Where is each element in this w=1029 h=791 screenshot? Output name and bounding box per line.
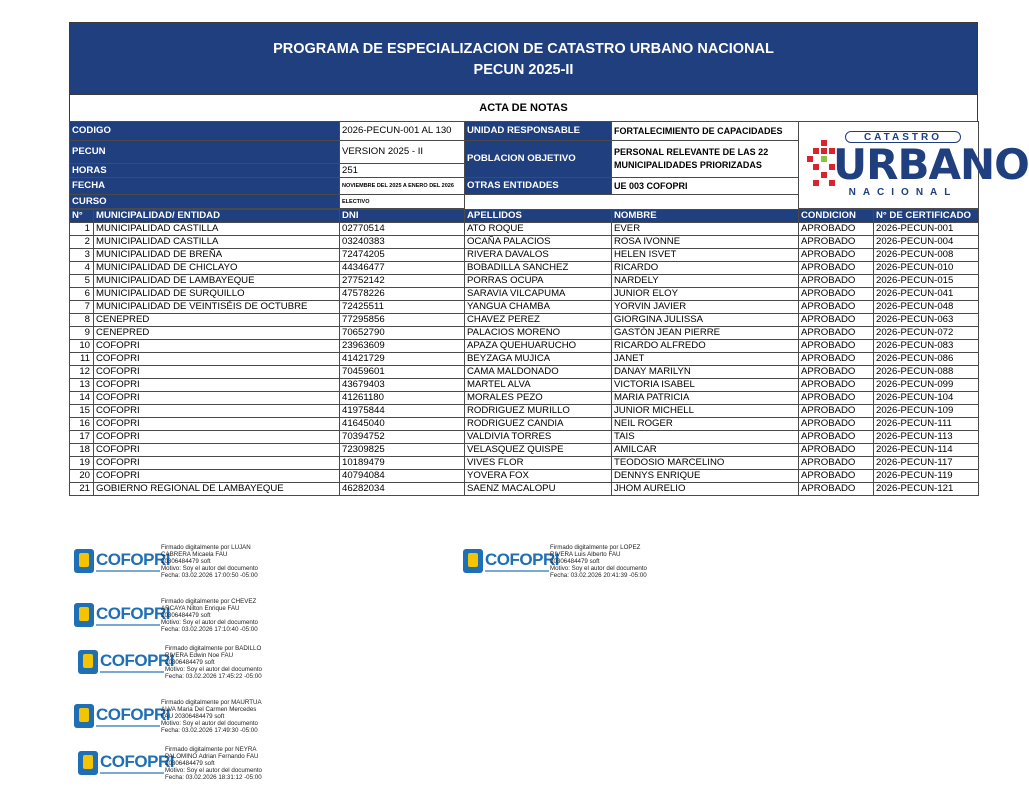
table-row [70, 470, 979, 483]
row-condicion: APROBADO [799, 444, 874, 457]
row-entidad: MUNICIPALIDAD DE SURQUILLO [94, 288, 340, 301]
cofopri-logo-text: COFOPRI [96, 705, 170, 724]
row-certificado: 2026-PECUN-008 [874, 249, 979, 262]
row-nombre: HELEN ISVET [612, 249, 799, 262]
row-dni: 27752142 [340, 275, 465, 288]
row-number: 7 [70, 301, 94, 314]
row-condicion: APROBADO [799, 379, 874, 392]
row-condicion: APROBADO [799, 431, 874, 444]
row-dni: 70394752 [340, 431, 465, 444]
table-row [70, 249, 979, 262]
codigo-value: 2026-PECUN-001 AL 130 [340, 122, 465, 141]
row-condicion: APROBADO [799, 301, 874, 314]
row-dni: 40794084 [340, 470, 465, 483]
row-nombre: RICARDO ALFREDO [612, 340, 799, 353]
cofopri-logo-text: COFOPRI [100, 752, 174, 771]
row-nombre: DENNYS ENRIQUE [612, 470, 799, 483]
table-row [70, 353, 979, 366]
signature-block [74, 599, 294, 639]
row-apellidos: SARAVIA VILCAPUMA [465, 288, 612, 301]
table-body [70, 223, 979, 496]
signature-text: Firmado digitalmente por NEYRA PALOMINO Adrian Fernando FAU 20306484479 soft Motivo: Soy el autor del documento Fecha: 03.02.2026 18:31:12 -05:00 [165, 746, 262, 781]
row-dni: 02770514 [340, 223, 465, 236]
row-apellidos: VIVES FLOR [465, 457, 612, 470]
row-entidad: COFOPRI [94, 366, 340, 379]
row-apellidos: CHAVEZ PEREZ [465, 314, 612, 327]
row-dni: 47578226 [340, 288, 465, 301]
row-entidad: MUNICIPALIDAD DE VEINTISÉIS DE OCTUBRE [94, 301, 340, 314]
row-condicion: APROBADO [799, 223, 874, 236]
table-row [70, 327, 979, 340]
row-certificado: 2026-PECUN-088 [874, 366, 979, 379]
row-number: 5 [70, 275, 94, 288]
cofopri-logo-text: COFOPRI [100, 651, 174, 670]
otras-value: UE 003 COFOPRI [612, 178, 799, 195]
logo-urbano-text: URBANO [833, 140, 1029, 189]
table-row [70, 483, 979, 496]
col-header-condicion: CONDICION [799, 210, 874, 223]
poblacion-value-line-1: PERSONAL RELEVANTE DE LAS 22 [614, 147, 769, 157]
table-row [70, 366, 979, 379]
row-condicion: APROBADO [799, 418, 874, 431]
row-entidad: MUNICIPALIDAD CASTILLA [94, 236, 340, 249]
pecun-value: VERSION 2025 - II [340, 141, 465, 164]
fecha-value: NOVIEMBRE DEL 2025 A ENERO DEL 2026 [340, 178, 465, 195]
col-header-apellidos: APELLIDOS [465, 210, 612, 223]
cofopri-logo-underline [96, 624, 160, 626]
cofopri-emblem-icon [74, 704, 94, 728]
row-certificado: 2026-PECUN-001 [874, 223, 979, 236]
row-dni: 10189479 [340, 457, 465, 470]
poblacion-label: POBLACION OBJETIVO [465, 141, 612, 178]
row-apellidos: PALACIOS MORENO [465, 327, 612, 340]
table-row [70, 301, 979, 314]
row-nombre: EVER [612, 223, 799, 236]
cofopri-logo [463, 549, 559, 577]
row-apellidos: BOBADILLA SANCHEZ [465, 262, 612, 275]
logo-nacional-text: NACIONAL [848, 187, 958, 198]
table-row [70, 236, 979, 249]
row-entidad: COFOPRI [94, 470, 340, 483]
table-row [70, 431, 979, 444]
row-entidad: COFOPRI [94, 353, 340, 366]
signature-block [463, 545, 683, 585]
row-certificado: 2026-PECUN-048 [874, 301, 979, 314]
row-certificado: 2026-PECUN-121 [874, 483, 979, 496]
row-certificado: 2026-PECUN-083 [874, 340, 979, 353]
row-condicion: APROBADO [799, 366, 874, 379]
row-nombre: MARIA PATRICIA [612, 392, 799, 405]
row-entidad: COFOPRI [94, 431, 340, 444]
row-dni: 41975844 [340, 405, 465, 418]
row-nombre: TEODOSIO MARCELINO [612, 457, 799, 470]
cofopri-emblem-icon [463, 549, 483, 573]
row-entidad: GOBIERNO REGIONAL DE LAMBAYEQUE [94, 483, 340, 496]
signature-text: Firmado digitalmente por MAURTUA ALVA Maria Del Carmen Mercedes FAU 20306484479 soft Motivo: Soy el autor del documento Fecha: 03.02.2026 17:49:30 -05:00 [161, 699, 262, 734]
unidad-value: FORTALECIMIENTO DE CAPACIDADES [612, 122, 799, 141]
row-condicion: APROBADO [799, 262, 874, 275]
row-condicion: APROBADO [799, 405, 874, 418]
cofopri-logo [78, 650, 174, 678]
row-dni: 41421729 [340, 353, 465, 366]
table-row [70, 288, 979, 301]
row-dni: 46282034 [340, 483, 465, 496]
row-apellidos: YANGUA CHAMBA [465, 301, 612, 314]
row-number: 13 [70, 379, 94, 392]
cofopri-logo [74, 704, 170, 732]
row-certificado: 2026-PECUN-072 [874, 327, 979, 340]
row-nombre: DANAY MARILYN [612, 366, 799, 379]
cofopri-emblem-icon [74, 549, 94, 573]
row-apellidos: ATO ROQUE [465, 223, 612, 236]
row-entidad: COFOPRI [94, 444, 340, 457]
row-apellidos: VALDIVIA TORRES [465, 431, 612, 444]
table-row [70, 275, 979, 288]
program-subtitle: PECUN 2025-II [473, 62, 574, 78]
acta-heading: ACTA DE NOTAS [69, 95, 978, 121]
row-apellidos: YOVERA FOX [465, 470, 612, 483]
cofopri-logo-text: COFOPRI [96, 550, 170, 569]
row-number: 15 [70, 405, 94, 418]
row-condicion: APROBADO [799, 288, 874, 301]
row-entidad: COFOPRI [94, 379, 340, 392]
row-certificado: 2026-PECUN-041 [874, 288, 979, 301]
signature-block [74, 545, 294, 585]
row-dni: 44346477 [340, 262, 465, 275]
row-certificado: 2026-PECUN-063 [874, 314, 979, 327]
cofopri-emblem-icon [78, 650, 98, 674]
col-header-entidad: MUNICIPALIDAD/ ENTIDAD [94, 210, 340, 223]
col-header-nombre: NOMBRE [612, 210, 799, 223]
signature-block [74, 700, 294, 740]
pecun-label: PECUN [70, 141, 340, 164]
row-condicion: APROBADO [799, 327, 874, 340]
row-dni: 23963609 [340, 340, 465, 353]
row-nombre: AMILCAR [612, 444, 799, 457]
info-table [69, 121, 1029, 209]
row-apellidos: BEYZAGA MUJICA [465, 353, 612, 366]
program-title: PROGRAMA DE ESPECIALIZACION DE CATASTRO URBANO NACIONAL [273, 41, 774, 57]
row-dni: 72474205 [340, 249, 465, 262]
col-header-certificado: N° DE CERTIFICADO [874, 210, 979, 223]
row-certificado: 2026-PECUN-086 [874, 353, 979, 366]
row-nombre: JUNIOR MICHELL [612, 405, 799, 418]
row-certificado: 2026-PECUN-010 [874, 262, 979, 275]
row-nombre: TAIS [612, 431, 799, 444]
signature-text: Firmado digitalmente por BADILLO RIVERA Edwin Noe FAU 20306484479 soft Motivo: Soy el autor del documento Fecha: 03.02.2026 17:45:22 -05:00 [165, 645, 262, 680]
row-condicion: APROBADO [799, 275, 874, 288]
row-certificado: 2026-PECUN-104 [874, 392, 979, 405]
row-condicion: APROBADO [799, 392, 874, 405]
row-dni: 77295856 [340, 314, 465, 327]
row-apellidos: CAMA MALDONADO [465, 366, 612, 379]
row-nombre: NEIL ROGER [612, 418, 799, 431]
row-nombre: GASTÓN JEAN PIERRE [612, 327, 799, 340]
row-certificado: 2026-PECUN-117 [874, 457, 979, 470]
row-condicion: APROBADO [799, 236, 874, 249]
table-row [70, 379, 979, 392]
poblacion-value-line-2: MUNICIPALIDADES PRIORIZADAS [614, 160, 762, 170]
row-nombre: JUNIOR ELOY [612, 288, 799, 301]
row-nombre: ROSA IVONNE [612, 236, 799, 249]
row-number: 2 [70, 236, 94, 249]
row-dni: 72309825 [340, 444, 465, 457]
row-number: 12 [70, 366, 94, 379]
row-number: 21 [70, 483, 94, 496]
cofopri-emblem-icon [78, 751, 98, 775]
row-condicion: APROBADO [799, 470, 874, 483]
row-number: 9 [70, 327, 94, 340]
row-entidad: COFOPRI [94, 392, 340, 405]
row-certificado: 2026-PECUN-111 [874, 418, 979, 431]
row-dni: 72425511 [340, 301, 465, 314]
row-condicion: APROBADO [799, 457, 874, 470]
row-nombre: JANET [612, 353, 799, 366]
cofopri-logo-underline [96, 570, 160, 572]
fecha-label: FECHA [70, 178, 340, 195]
row-condicion: APROBADO [799, 353, 874, 366]
row-condicion: APROBADO [799, 249, 874, 262]
row-number: 11 [70, 353, 94, 366]
cofopri-logo-underline [100, 671, 164, 673]
logo-cell [799, 122, 1029, 209]
document-sheet [69, 22, 1029, 496]
row-certificado: 2026-PECUN-119 [874, 470, 979, 483]
row-dni: 70652790 [340, 327, 465, 340]
signature-text: Firmado digitalmente por LOPEZ RIVERA Luis Alberto FAU 20306484479 soft Motivo: Soy el autor del documento Fecha: 03.02.2026 20:41:39 -05:00 [550, 544, 647, 579]
cofopri-logo-underline [100, 772, 164, 774]
row-number: 10 [70, 340, 94, 353]
row-dni: 70459601 [340, 366, 465, 379]
row-nombre: VICTORIA ISABEL [612, 379, 799, 392]
row-nombre: GIORGINA JULISSA [612, 314, 799, 327]
col-header-num: N° [70, 210, 94, 223]
table-row [70, 314, 979, 327]
row-apellidos: RODRIGUEZ MURILLO [465, 405, 612, 418]
row-condicion: APROBADO [799, 483, 874, 496]
row-entidad: COFOPRI [94, 457, 340, 470]
row-condicion: APROBADO [799, 314, 874, 327]
cofopri-logo-text: COFOPRI [485, 550, 559, 569]
table-row [70, 444, 979, 457]
row-number: 20 [70, 470, 94, 483]
grades-table [69, 209, 979, 496]
row-condicion: APROBADO [799, 340, 874, 353]
row-entidad: MUNICIPALIDAD CASTILLA [94, 223, 340, 236]
table-row [70, 392, 979, 405]
col-header-dni: DNI [340, 210, 465, 223]
row-number: 14 [70, 392, 94, 405]
row-entidad: COFOPRI [94, 340, 340, 353]
unidad-label: UNIDAD RESPONSABLE [465, 122, 612, 141]
signature-text: Firmado digitalmente por CHEVEZ ARCAYA Nilton Enrique FAU 20306484479 soft Motivo: Soy el autor del documento Fecha: 03.02.2026 17:10:40 -05:00 [161, 598, 258, 633]
signature-block [78, 646, 298, 686]
codigo-label: CODIGO [70, 122, 340, 141]
row-certificado: 2026-PECUN-099 [874, 379, 979, 392]
row-entidad: COFOPRI [94, 405, 340, 418]
cofopri-logo-text: COFOPRI [96, 604, 170, 623]
row-number: 6 [70, 288, 94, 301]
horas-label: HORAS [70, 164, 340, 178]
row-entidad: CENEPRED [94, 327, 340, 340]
curso-value: ELECTIVO [340, 195, 465, 209]
row-certificado: 2026-PECUN-109 [874, 405, 979, 418]
row-apellidos: SAENZ MACALOPU [465, 483, 612, 496]
row-apellidos: MORALES PEZO [465, 392, 612, 405]
cofopri-logo [78, 751, 174, 779]
logo-catastro-text: CATASTRO [845, 131, 961, 143]
row-certificado: 2026-PECUN-113 [874, 431, 979, 444]
row-entidad: MUNICIPALIDAD DE CHICLAYO [94, 262, 340, 275]
row-apellidos: VELASQUEZ QUISPE [465, 444, 612, 457]
table-row [70, 340, 979, 353]
row-nombre: YORVIN JAVIER [612, 301, 799, 314]
row-entidad: MUNICIPALIDAD DE LAMBAYEQUE [94, 275, 340, 288]
row-number: 3 [70, 249, 94, 262]
horas-value: 251 [340, 164, 465, 178]
table-row [70, 418, 979, 431]
row-number: 8 [70, 314, 94, 327]
row-entidad: CENEPRED [94, 314, 340, 327]
table-row [70, 457, 979, 470]
row-nombre: JHOM AURELIO [612, 483, 799, 496]
title-banner [69, 22, 978, 95]
catastro-urbano-logo [799, 126, 1029, 204]
table-row [70, 262, 979, 275]
table-header-row [70, 210, 979, 223]
cofopri-logo [74, 549, 170, 577]
row-certificado: 2026-PECUN-004 [874, 236, 979, 249]
row-dni: 41645040 [340, 418, 465, 431]
cofopri-logo-underline [485, 570, 549, 572]
poblacion-value [612, 141, 799, 178]
row-apellidos: OCAÑA PALACIOS [465, 236, 612, 249]
row-dni: 41261180 [340, 392, 465, 405]
cofopri-logo-underline [96, 725, 160, 727]
signature-text: Firmado digitalmente por LUJAN CABRERA Micaela FAU 20306484479 soft Motivo: Soy el autor del documento Fecha: 03.02.2026 17:00:50 -05:00 [161, 544, 258, 579]
cofopri-emblem-icon [74, 603, 94, 627]
row-apellidos: RIVERA DAVALOS [465, 249, 612, 262]
table-row [70, 223, 979, 236]
row-certificado: 2026-PECUN-015 [874, 275, 979, 288]
row-apellidos: MARTEL ALVA [465, 379, 612, 392]
row-nombre: RICARDO [612, 262, 799, 275]
row-number: 18 [70, 444, 94, 457]
signature-block [78, 747, 298, 787]
row-dni: 43679403 [340, 379, 465, 392]
cofopri-logo [74, 603, 170, 631]
row-number: 19 [70, 457, 94, 470]
row-certificado: 2026-PECUN-114 [874, 444, 979, 457]
info-blank [465, 195, 799, 209]
otras-label: OTRAS ENTIDADES [465, 178, 612, 195]
row-apellidos: PORRAS OCUPA [465, 275, 612, 288]
row-number: 16 [70, 418, 94, 431]
row-entidad: MUNICIPALIDAD DE BREÑA [94, 249, 340, 262]
row-number: 1 [70, 223, 94, 236]
row-apellidos: APAZA QUEHUARUCHO [465, 340, 612, 353]
row-apellidos: RODRIGUEZ CANDIA [465, 418, 612, 431]
row-dni: 03240383 [340, 236, 465, 249]
table-row [70, 405, 979, 418]
row-number: 4 [70, 262, 94, 275]
row-entidad: COFOPRI [94, 418, 340, 431]
row-nombre: NARDELY [612, 275, 799, 288]
curso-label: CURSO [70, 195, 340, 209]
row-number: 17 [70, 431, 94, 444]
